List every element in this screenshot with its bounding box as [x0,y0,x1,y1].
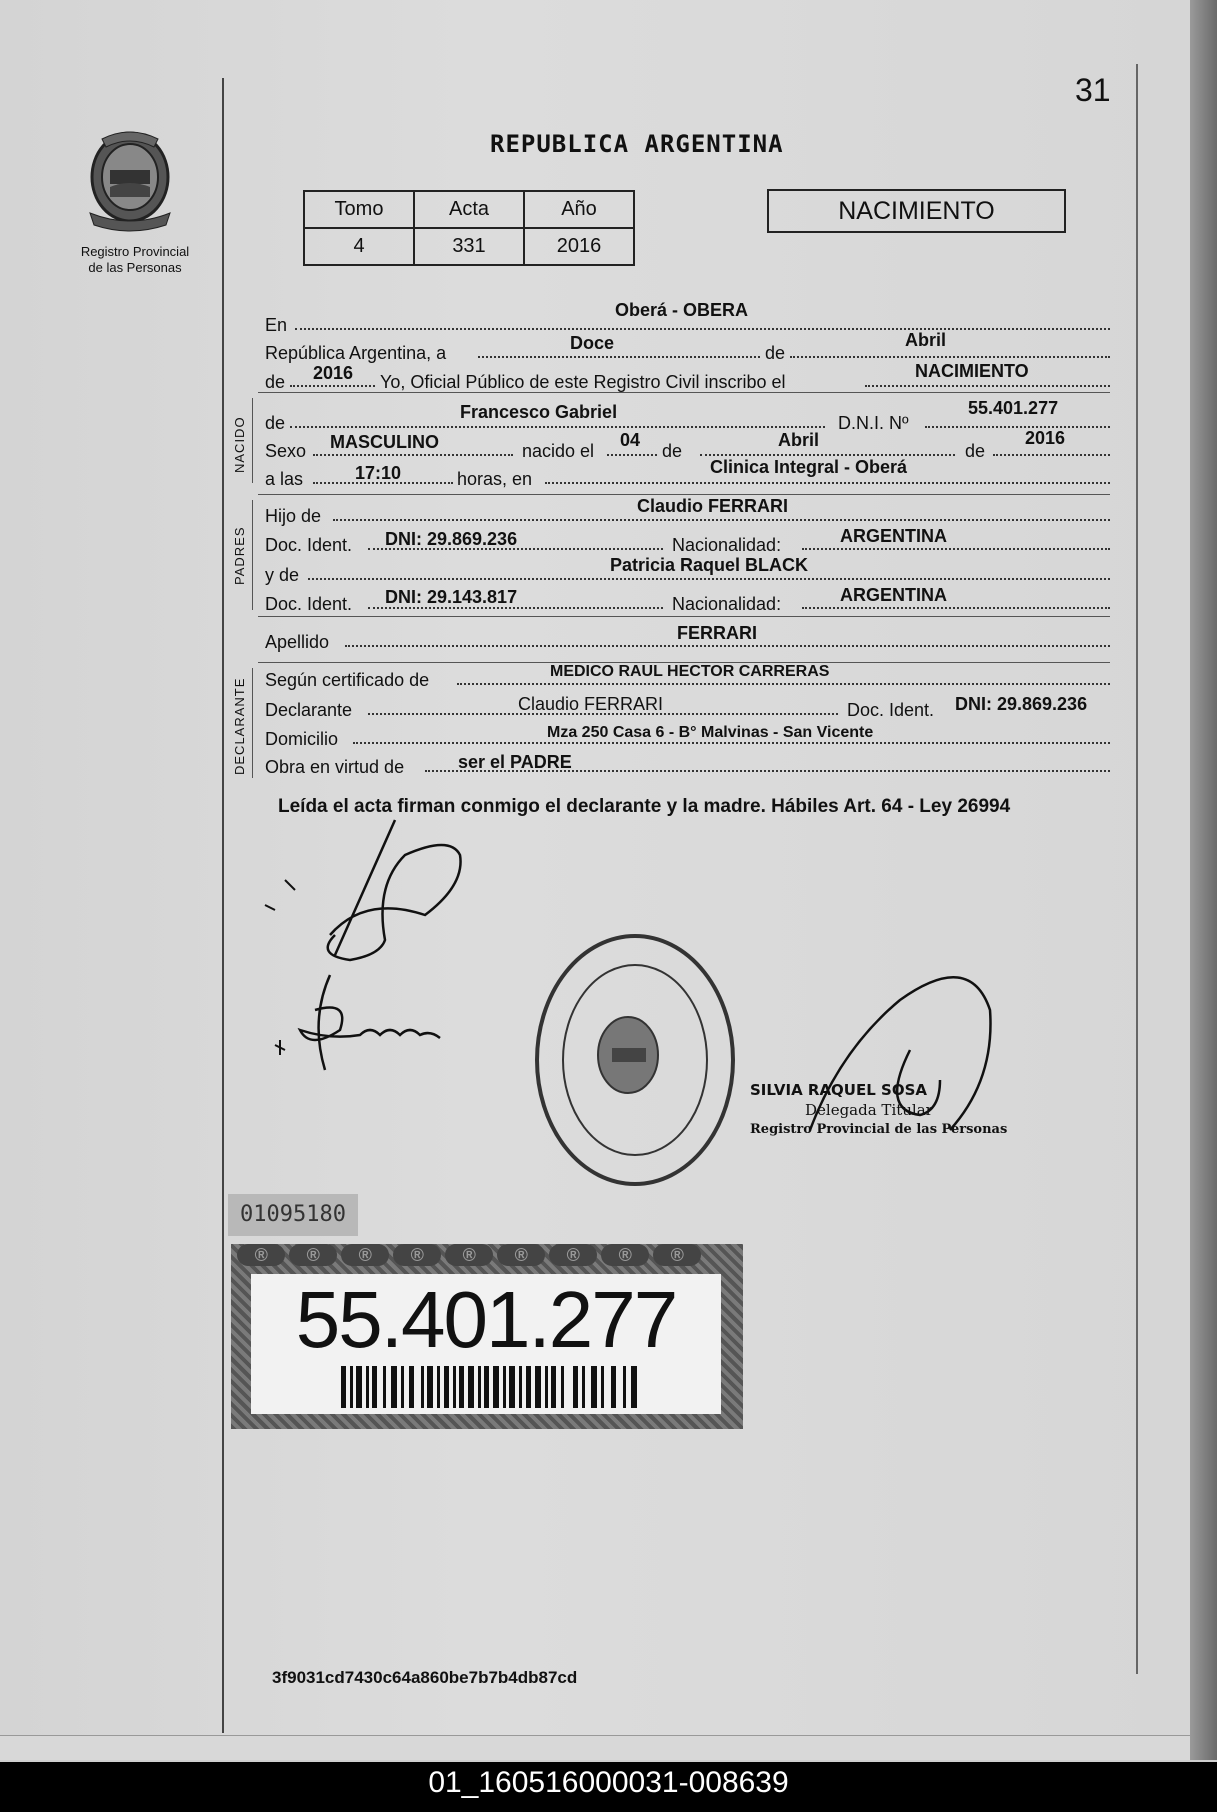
section-divider [258,494,1110,495]
dotted-line [308,578,1110,580]
label-domicilio: Domicilio [265,729,339,749]
meta-value-ano: 2016 [524,228,634,265]
meta-header-acta: Acta [414,191,524,228]
section-divider [258,616,1110,617]
value-father-doc: DNI: 29.869.236 [385,529,518,549]
label-horas: horas, en [457,469,533,489]
margin-line-right [1136,64,1138,1674]
value-month: Abril [905,330,947,350]
barcode-number: 55.401.277 [295,1275,677,1364]
section-bar [252,398,253,483]
label-de: de [965,441,986,461]
provincial-emblem-icon [80,125,180,235]
margin-line-left [222,78,224,1733]
security-r-icon: ® [601,1244,649,1266]
value-address: Mza 250 Casa 6 - B° Malvinas - San Vicente [547,724,874,741]
label-de: de [265,413,286,433]
dotted-line [333,519,1110,521]
footer-id: 01_160516000031-008639 [428,1766,789,1799]
bottom-page-strip [0,1735,1190,1760]
label-republica: República Argentina, a [265,343,447,363]
record-type-box: NACIMIENTO [767,189,1066,233]
value-child-dni: 55.401.277 [968,398,1059,418]
official-text: Yo, Oficial Público de este Registro Civil inscribo el [380,372,786,392]
meta-value-acta: 331 [414,228,524,265]
value-declarant-doc: DNI: 29.869.236 [955,694,1088,714]
security-r-icon: ® [653,1244,701,1266]
registry-name-line1: Registro Provincial [80,244,190,259]
label-hijo-de: Hijo de [265,506,322,526]
value-father: Claudio FERRARI [637,496,788,516]
dotted-line [545,482,1110,484]
signature-mother [270,970,450,1080]
value-birth-month: Abril [778,430,820,450]
label-de: de [662,441,683,461]
record-meta-table [303,190,635,266]
dotted-line [993,454,1110,456]
value-place: Oberá - OBERA [615,300,749,320]
section-label-padres: PADRES [232,526,247,585]
closing-statement: Leída el acta firman conmigo el declarante y la madre. Hábiles Art. 64 - Ley 26994 [278,796,1011,817]
label-apellido: Apellido [265,632,330,652]
section-divider [258,392,1110,393]
dotted-line [802,548,1110,550]
label-obra: Obra en virtud de [265,757,405,777]
value-child-name: Francesco Gabriel [460,402,618,422]
security-strip [231,1244,743,1268]
dotted-line [457,683,1110,685]
label-a-las: a las [265,469,304,489]
section-label-declarante: DECLARANTE [232,677,247,775]
value-mother-nationality: ARGENTINA [840,585,947,605]
security-r-icon: ® [549,1244,597,1266]
dotted-line [353,742,1110,744]
official-signature-block [750,1080,1007,1140]
value-birth-place: Clinica Integral - Oberá [710,457,908,477]
value-act: NACIMIENTO [915,361,1029,381]
value-reason: ser el PADRE [458,752,572,772]
document-hash: 3f9031cd7430c64a860be7b7b4db87cd [272,1668,578,1687]
dotted-line [790,356,1110,358]
dotted-line [345,645,1110,647]
value-surname: FERRARI [677,623,757,643]
security-r-icon: ® [341,1244,389,1266]
value-declarant: Claudio FERRARI [518,694,664,714]
label-doc-ident: Doc. Ident. [265,535,353,555]
dotted-line [290,385,375,387]
value-mother-doc: DNI: 29.143.817 [385,587,518,607]
label-nacionalidad: Nacionalidad: [672,594,782,614]
meta-header-ano: Año [524,191,634,228]
registry-name [55,244,215,276]
control-number: 01095180 [228,1194,358,1236]
value-year: 2016 [313,363,354,383]
dotted-line [802,607,1110,609]
label-dni: D.N.I. Nº [838,413,909,433]
value-birth-day: 04 [620,430,641,450]
value-mother: Patricia Raquel BLACK [610,555,809,575]
meta-header-tomo: Tomo [304,191,414,228]
official-name: SILVIA RAQUEL SOSA [750,1081,927,1099]
label-de: de [765,343,786,363]
registry-name-line2: de las Personas [88,260,182,275]
label-nacido-el: nacido el [522,441,595,461]
security-r-icon: ® [497,1244,545,1266]
page-number: 31 [1075,72,1111,108]
dotted-line [313,454,513,456]
value-birth-year: 2016 [1025,428,1066,448]
official-role: Delegada Titular [805,1101,933,1119]
label-doc-ident: Doc. Ident. [265,594,353,614]
page-edge [1190,0,1217,1760]
value-certificate: MEDICO RAUL HECTOR CARRERAS [550,663,830,680]
official-seal-icon [530,930,740,1190]
dotted-line [865,385,1110,387]
security-r-icon: ® [393,1244,441,1266]
label-declarante: Declarante [265,700,353,720]
security-r-icon: ® [237,1244,285,1266]
value-father-nationality: ARGENTINA [840,526,947,546]
label-sexo: Sexo [265,441,307,461]
label-en: En [265,315,288,335]
security-r-icon: ® [445,1244,493,1266]
dotted-line [295,328,1110,330]
dotted-line [700,454,955,456]
barcode-panel [251,1274,721,1414]
label-de2: de [265,372,286,392]
dotted-line [925,426,1110,428]
dotted-line [290,426,825,428]
section-bar [252,668,253,778]
label-doc-ident: Doc. Ident. [847,700,935,720]
label-certificado: Según certificado de [265,670,430,690]
label-y-de: y de [265,565,300,585]
label-nacionalidad: Nacionalidad: [672,535,782,555]
value-day: Doce [570,333,615,353]
section-label-nacido: NACIDO [232,416,247,473]
barcode-label [231,1244,743,1429]
value-birth-time: 17:10 [355,463,402,483]
official-org: Registro Provincial de las Personas [750,1122,1008,1137]
security-r-icon: ® [289,1244,337,1266]
section-bar [252,500,253,610]
barcode-bars-icon [341,1366,641,1408]
document-title: REPUBLICA ARGENTINA [490,130,784,158]
meta-value-tomo: 4 [304,228,414,265]
signature-declarant [255,815,485,965]
value-sex: MASCULINO [330,432,439,452]
dotted-line [607,454,657,456]
dotted-line [478,356,760,358]
